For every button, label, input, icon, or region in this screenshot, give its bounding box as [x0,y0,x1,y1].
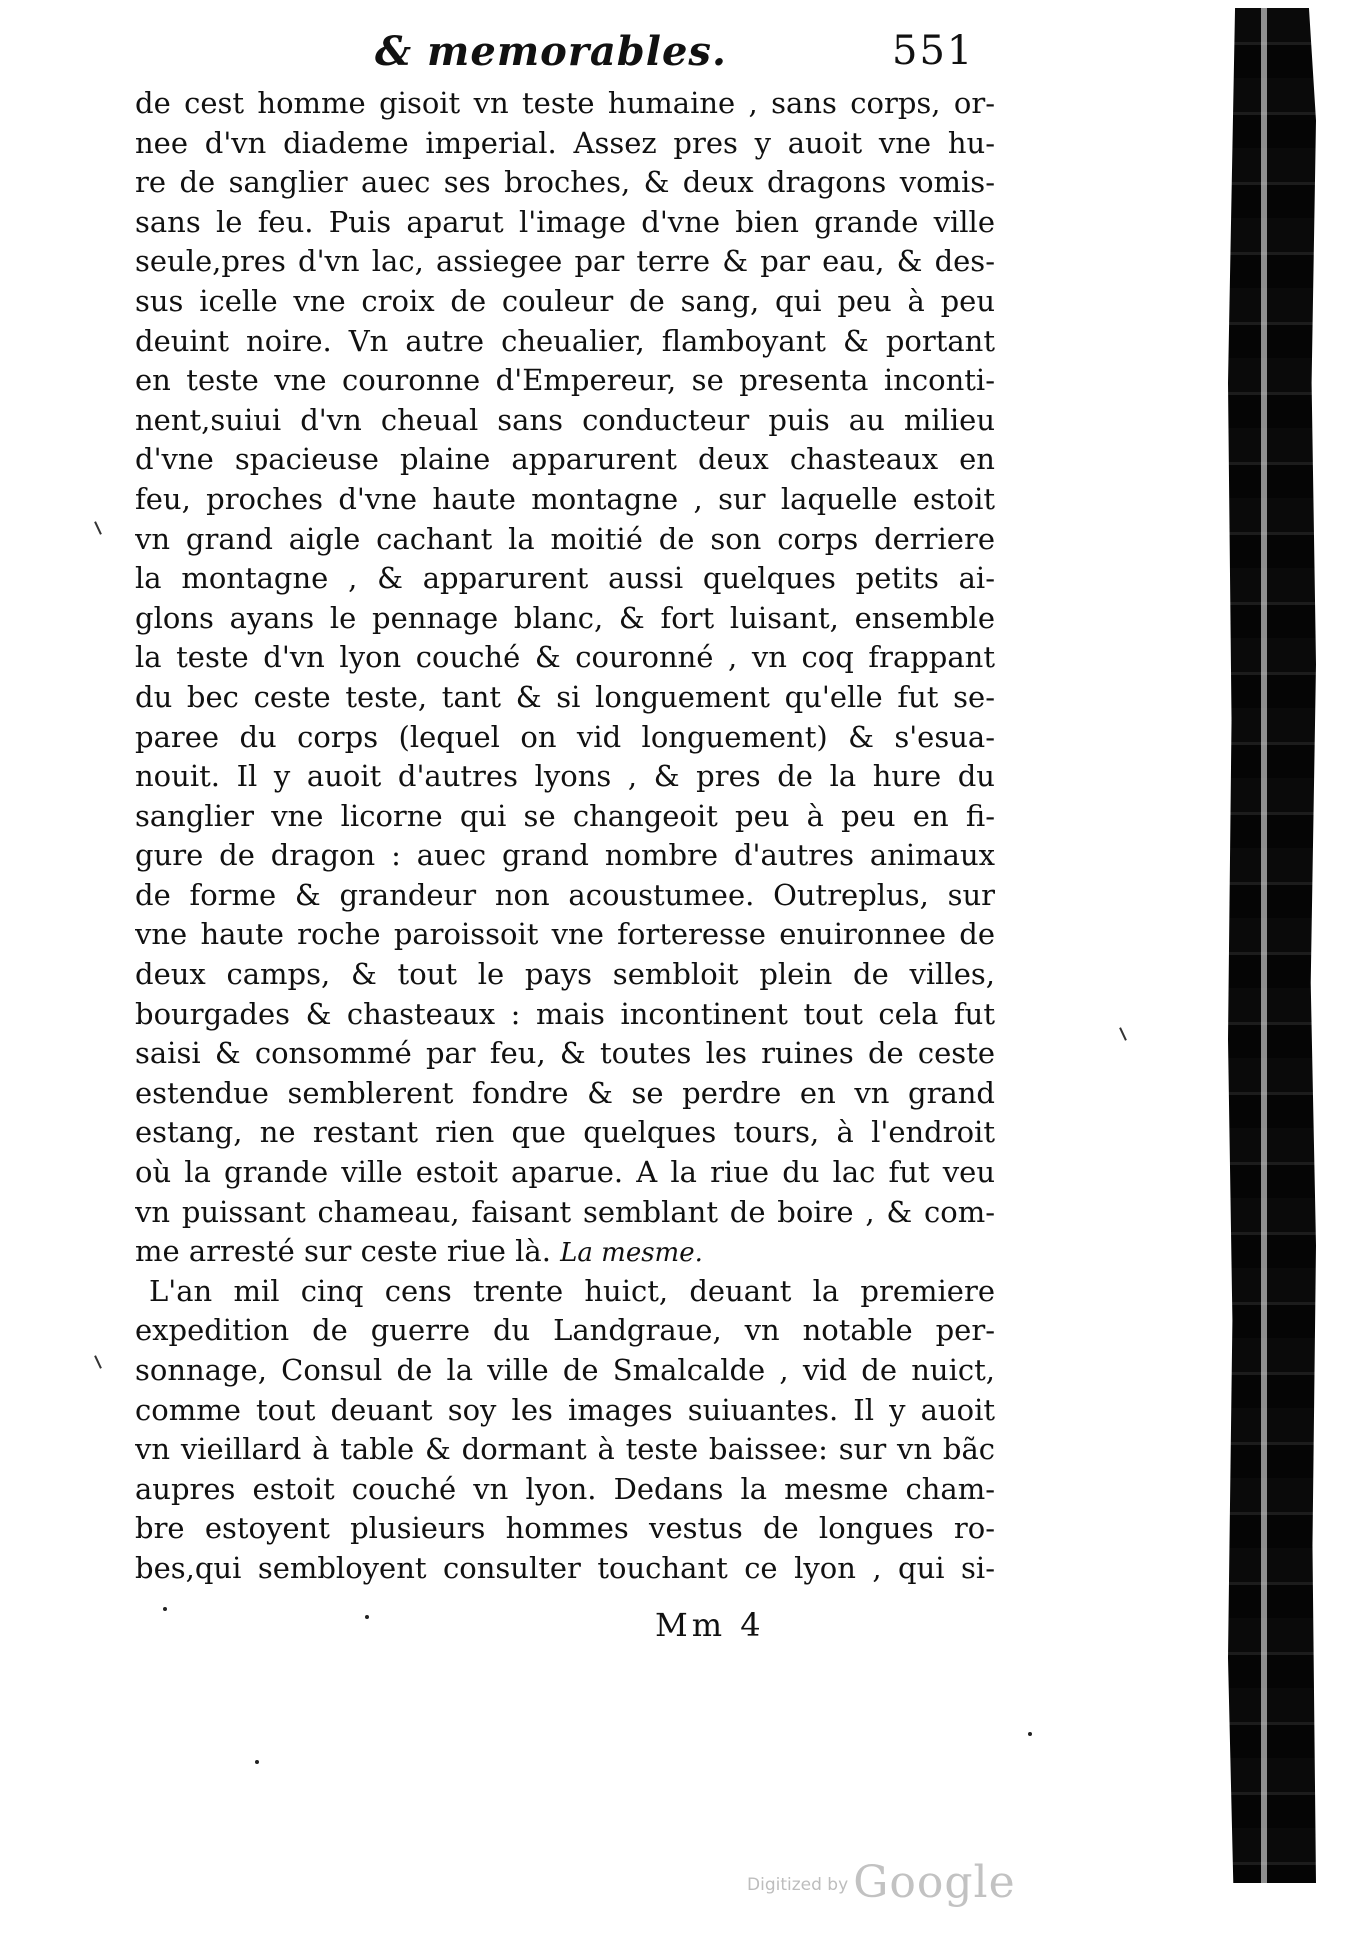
text-line: de cest homme gisoit vn teste humaine , sans corps, or- [135,86,995,120]
text-line: en teste vne couronne d'Empereur, se presenta inconti- [135,363,995,398]
digitizer-brand: Google [853,1857,1016,1908]
text-line-final [135,1232,995,1272]
text-line: estendue semblerent fondre & se perdre en vn grand [135,1075,995,1110]
text-line: la teste d'vn lyon couché & couronné , vn coq frappant [135,640,995,675]
text-line: feu, proches d'vne haute montagne , sur laquelle estoit [135,481,995,516]
text-line: bre estoyent plusieurs hommes vestus de longues ro- [135,1511,995,1546]
binding-shadow [1228,8,1316,1883]
paragraph-1 [135,84,995,1272]
text-line: vn vieillard à table & dormant à teste baissee: sur vn bãc [135,1432,995,1467]
text-line: la montagne , & apparurent aussi quelques petits ai- [135,561,995,596]
text-line: gure de dragon : auec grand nombre d'autres animaux [135,838,995,873]
text-line: nee d'vn diademe imperial. Assez pres y auoit vne hu- [135,125,995,160]
source-reference: La mesme. [560,1238,703,1269]
text-line: du bec ceste teste, tant & si longuement qu'elle fut se- [135,679,995,714]
text-line: nent,suiui d'vn cheual sans conducteur puis au milieu [135,402,995,437]
ink-speck [1119,1027,1127,1041]
ink-speck [163,1607,167,1611]
text-line: sus icelle vne croix de couleur de sang, qui peu à peu [135,283,995,318]
page-number: 551 [892,28,975,74]
ink-speck [365,1615,369,1619]
text-line: bourgades & chasteaux : mais incontinent tout cela fut [135,996,995,1031]
text-line: re de sanglier auec ses broches, & deux dragons vomis- [135,165,995,200]
paragraph-2 [135,1272,995,1589]
running-head: & memorables. [375,28,727,75]
text-line: de forme & grandeur non acoustumee. Outreplus, sur [135,877,995,912]
text-line: vne haute roche paroissoit vne forteresse enuironnee de [135,917,995,952]
text-line: paree du corps (lequel on vid longuement) & s'esua- [135,719,995,754]
text-line: d'vne spacieuse plaine apparurent deux chasteaux en [135,442,995,477]
text-line: sonnage, Consul de la ville de Smalcalde , vid de nuict, [135,1353,995,1387]
text-line: comme tout deuant soy les images suiuantes. Il y auoit [135,1392,995,1427]
text-line: nouit. Il y auoit d'autres lyons , & pres de la hure du [135,759,995,794]
digitizer-watermark [747,1857,1016,1908]
text-line: saisi & consommé par feu, & toutes les ruines de ceste [135,1036,995,1071]
text-line: où la grande ville estoit aparue. A la riue du lac fut veu [135,1155,995,1190]
digitizer-prefix: Digitized by [747,1875,849,1895]
text-line: aupres estoit couché vn lyon. Dedans la mesme cham- [135,1471,995,1506]
text-line: L'an mil cinq cens trente huict, deuant la premiere [149,1273,995,1308]
text-line: vn grand aigle cachant la moitié de son corps derriere [135,521,995,556]
body-text [135,84,995,1589]
text-line: deux camps, & tout le pays sembloit plein de villes, [135,957,995,992]
signature-mark: Mm 4 [655,1606,765,1644]
text-line: glons ayans le pennage blanc, & fort luisant, ensemble [135,600,995,635]
text-line: sans le feu. Puis aparut l'image d'vne bien grande ville [135,204,995,239]
text-line: sanglier vne licorne qui se changeoit peu à peu en fi- [135,798,995,833]
ink-speck [255,1760,259,1764]
text-line: vn puissant chameau, faisant semblant de boire , & com- [135,1194,995,1229]
text-line: deuint noire. Vn autre cheualier, flamboyant & portant [135,323,995,358]
text-line: seule,pres d'vn lac, assiegee par terre & par eau, & des- [135,244,995,279]
ink-speck [94,521,102,535]
text-line: bes,qui sembloyent consulter touchant ce lyon , qui si- [135,1550,995,1585]
ink-speck [94,1355,102,1369]
text-line: expedition de guerre du Landgraue, vn notable per- [135,1313,995,1348]
ink-speck [1028,1732,1032,1736]
text-line: estang, ne restant rien que quelques tours, à l'endroit [135,1115,995,1150]
final-line-text: me arresté sur ceste riue là. [135,1234,551,1269]
